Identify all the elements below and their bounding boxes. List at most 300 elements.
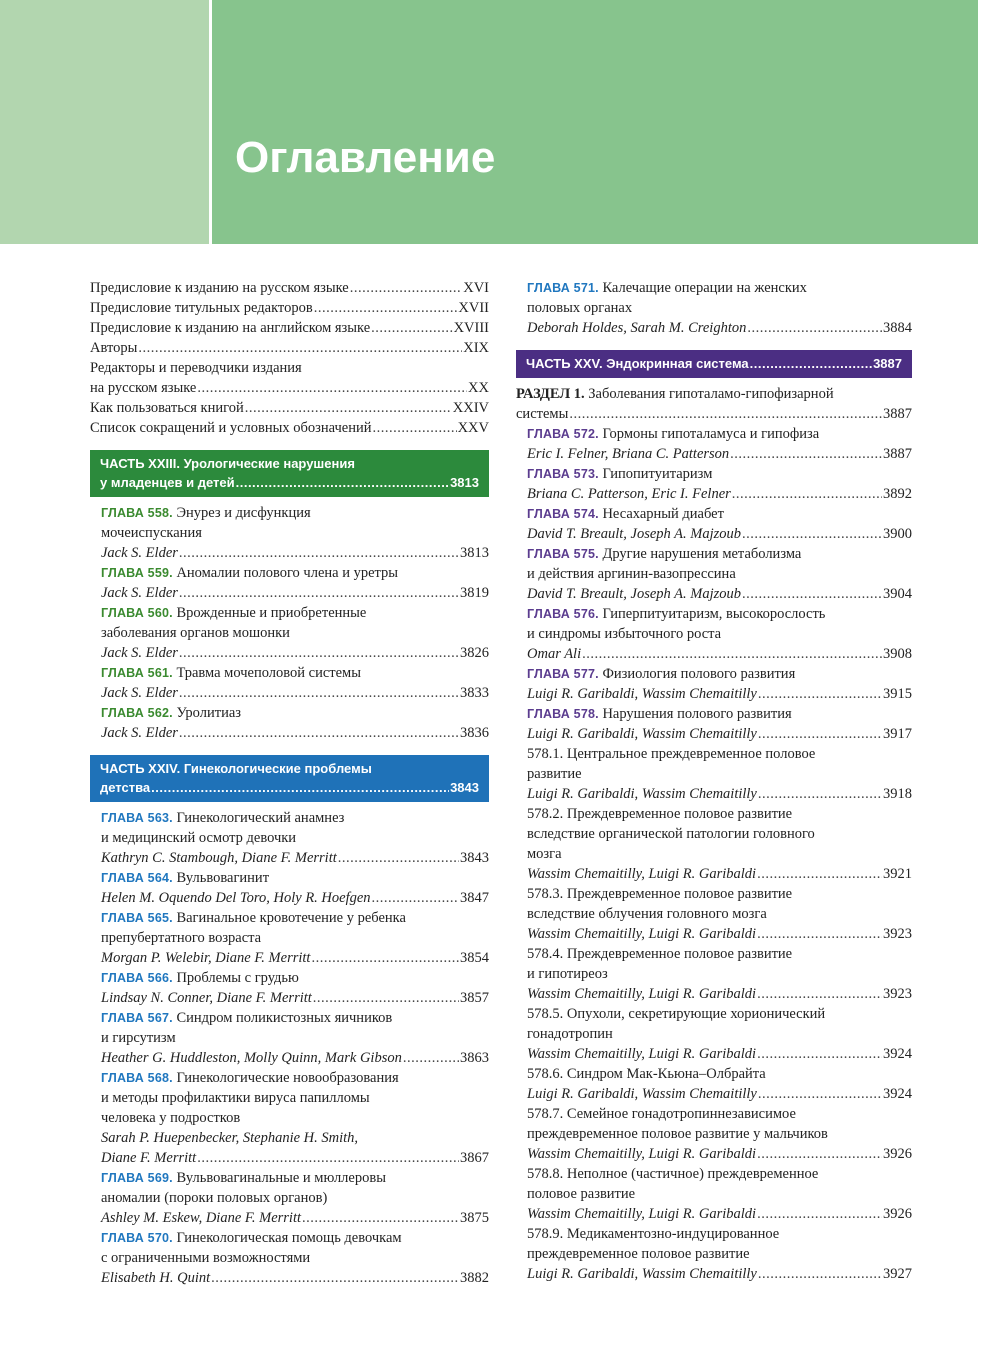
front-matter-list (90, 278, 489, 438)
toc-entry-line[interactable] (90, 643, 489, 663)
dot-leader (372, 418, 456, 438)
part-25-chapters (516, 424, 912, 744)
toc-entry-line[interactable] (90, 583, 489, 603)
razdel-label: РАЗДЕЛ 1. (516, 386, 585, 402)
dot-leader (197, 378, 467, 398)
spacer (90, 438, 489, 450)
toc-entry-line[interactable] (90, 298, 489, 318)
page-number: 3900 (883, 526, 912, 542)
part-25-subsections (516, 744, 912, 1284)
page-number: 3819 (460, 585, 489, 601)
page-number: XXV (457, 420, 489, 436)
chapter-title-line[interactable] (90, 1228, 489, 1248)
chapter-title: Гормоны гипоталамуса и гипофиза (602, 426, 820, 442)
dot-leader (757, 924, 882, 944)
toc-entry-line (516, 1124, 912, 1144)
page-number: 3921 (883, 866, 912, 882)
chapter-label: ГЛАВА 566. (101, 971, 173, 985)
toc-entry-line[interactable] (516, 684, 912, 704)
dot-leader (757, 1144, 882, 1164)
chapter-authors: Heather G. Huddleston, Molly Quinn, Mark Gibson (101, 1050, 402, 1066)
dot-leader (742, 524, 882, 544)
chapter-title-cont: мочеиспускания (101, 525, 202, 541)
toc-entry-line (516, 844, 912, 864)
chapter-title: Гинекологическая помощь девочкам (176, 1230, 402, 1246)
chapter-label: ГЛАВА 560. (101, 606, 173, 620)
dot-leader (138, 338, 462, 358)
dot-leader (758, 784, 882, 804)
part-label: ЧАСТЬ XXV. (526, 356, 603, 371)
toc-entry-line[interactable] (516, 984, 912, 1004)
front-matter-title: Авторы (90, 340, 138, 356)
toc-entry-line (516, 1104, 912, 1124)
chapter-title-cont: с ограниченными возможностями (101, 1250, 311, 1266)
chapter-label: ГЛАВА 569. (101, 1171, 173, 1185)
page-number: 3884 (883, 320, 912, 336)
page-number: 3875 (460, 1210, 489, 1226)
page-number: XVII (458, 300, 489, 316)
toc-entry-line[interactable] (516, 1144, 912, 1164)
razdel-title-text: Заболевания гипоталамо-гипофизарной (588, 386, 834, 402)
dot-leader (758, 1084, 882, 1104)
part-page: 3843 (450, 780, 479, 795)
chapter-label: ГЛАВА 567. (101, 1011, 173, 1025)
page-number: XVIII (453, 320, 489, 336)
toc-entry-line (516, 1224, 912, 1244)
subsection-authors: Luigi R. Garibaldi, Wassim Chemaitilly (527, 1266, 757, 1282)
toc-entry-line[interactable] (90, 948, 489, 968)
subsection-title-cont: вследствие органической патологии головного (527, 826, 815, 842)
page-number: 3918 (883, 786, 912, 802)
part-23-chapters (90, 503, 489, 743)
subsection-title: 578.2. Преждевременное половое развитие (527, 806, 793, 822)
toc-entry-line (90, 1248, 489, 1268)
chapter-title-line[interactable] (90, 663, 489, 683)
toc-entry-line[interactable] (516, 864, 912, 884)
razdel-title-text2: системы (516, 406, 569, 422)
dot-leader (758, 684, 882, 704)
subsection-title: 578.4. Преждевременное половое развитие (527, 946, 793, 962)
subsection-title-cont: мозга (527, 846, 562, 862)
chapter-title-line[interactable] (516, 664, 912, 684)
subsection-title: 578.3. Преждевременное половое развитие (527, 886, 793, 902)
toc-entry-line[interactable] (90, 888, 489, 908)
dot-leader (311, 948, 459, 968)
subsection-authors: Luigi R. Garibaldi, Wassim Chemaitilly (527, 1086, 757, 1102)
toc-entry-line (90, 828, 489, 848)
subsection-title-cont: вследствие облучения головного мозга (527, 906, 767, 922)
chapter-title: Гинекологический анамнез (176, 810, 345, 826)
toc-entry-line (516, 1004, 912, 1024)
chapter-title-cont: препубертатного возраста (101, 930, 262, 946)
chapter-title-line[interactable] (90, 603, 489, 623)
toc-entry-line (90, 1108, 489, 1128)
part-23-header[interactable] (90, 450, 489, 497)
part-title-cont: детства (100, 780, 151, 795)
razdel-title-cont[interactable] (516, 404, 912, 424)
toc-entry-line (516, 1024, 912, 1044)
toc-entry-line[interactable] (516, 444, 912, 464)
chapter-label: ГЛАВА 578. (527, 707, 599, 721)
toc-entry-line (90, 1128, 489, 1148)
page-number: 3926 (883, 1206, 912, 1222)
chapter-title-cont: и синдромы избыточного роста (527, 626, 722, 642)
part-label: ЧАСТЬ XXIV. (100, 761, 181, 776)
dot-leader (338, 848, 459, 868)
dot-leader (211, 1268, 459, 1288)
page-number: 3923 (883, 926, 912, 942)
toc-entry-line (516, 804, 912, 824)
header-banner (0, 0, 1000, 244)
chapter-title-line[interactable] (90, 1068, 489, 1088)
part-page: 3887 (873, 356, 902, 371)
subsection-title-cont: развитие (527, 766, 582, 782)
chapter-title: Аномалии полового члена и уретры (176, 565, 399, 581)
page-number: XX (468, 380, 489, 396)
toc-entry-line (90, 928, 489, 948)
toc-entry-line[interactable] (516, 484, 912, 504)
chapter-title: Проблемы с грудью (176, 970, 299, 986)
chapter-title: Вульвовагинит (176, 870, 270, 886)
page-number: XVI (463, 280, 489, 296)
toc-entry-line[interactable] (516, 1044, 912, 1064)
chapter-authors: Kathryn C. Stambough, Diane F. Merritt (101, 850, 337, 866)
chapter-title-line[interactable] (90, 1168, 489, 1188)
dot-leader (350, 278, 462, 298)
dot-leader (179, 543, 459, 563)
subsection-authors: Wassim Chemaitilly, Luigi R. Garibaldi (527, 1046, 757, 1062)
page-number: XXIV (452, 400, 489, 416)
part-24-header[interactable] (90, 755, 489, 802)
chapter-title-cont: и медицинский осмотр девочки (101, 830, 297, 846)
page-number: XIX (463, 340, 489, 356)
page-number: 3843 (460, 850, 489, 866)
chapter-authors: Lindsay N. Conner, Diane F. Merritt (101, 990, 312, 1006)
subsection-authors: Wassim Chemaitilly, Luigi R. Garibaldi (527, 866, 757, 882)
chapter-authors: Ashley M. Eskew, Diane F. Merritt (101, 1210, 302, 1226)
chapter-title: Несахарный диабет (602, 506, 724, 522)
chapter-label: ГЛАВА 574. (527, 507, 599, 521)
subsection-title-cont: половое развитие (527, 1186, 636, 1202)
chapter-label: ГЛАВА 565. (101, 911, 173, 925)
chapter-authors: Jack S. Elder (101, 685, 178, 701)
dot-leader (197, 1148, 459, 1168)
dot-leader (730, 444, 882, 464)
dot-leader (742, 584, 882, 604)
chapter-authors: Luigi R. Garibaldi, Wassim Chemaitilly (527, 686, 757, 702)
toc-right-column (516, 278, 912, 1284)
chapter-title: Калечащие операции на женских (602, 280, 807, 296)
page-title: Оглавление (235, 133, 496, 182)
part-title: Эндокринная система (606, 356, 749, 371)
toc-entry-line[interactable] (516, 318, 912, 338)
toc-entry-line (516, 744, 912, 764)
chapter-title-line[interactable] (516, 704, 912, 724)
dot-leader (757, 984, 882, 1004)
toc-entry-line[interactable] (90, 683, 489, 703)
subsection-authors: Luigi R. Garibaldi, Wassim Chemaitilly (527, 786, 757, 802)
toc-entry-line[interactable] (90, 543, 489, 563)
chapter-title-line[interactable] (90, 968, 489, 988)
subsection-title-cont: и гипотиреоз (527, 966, 608, 982)
chapter-571 (516, 278, 912, 338)
chapter-label: ГЛАВА 564. (101, 871, 173, 885)
dot-leader (179, 643, 459, 663)
chapter-authors: Eric I. Felner, Briana C. Patterson (527, 446, 730, 462)
toc-entry-line (516, 944, 912, 964)
page-number: 3826 (460, 645, 489, 661)
part-title: Урологические нарушения (183, 456, 355, 471)
header-band-left (0, 0, 209, 244)
page-number: 3924 (883, 1046, 912, 1062)
toc-entry-line (516, 824, 912, 844)
toc-entry-line (516, 624, 912, 644)
toc-entry-line (516, 1164, 912, 1184)
page-number: 3904 (883, 586, 912, 602)
toc-entry-line (516, 1184, 912, 1204)
toc-entry-line (90, 1028, 489, 1048)
page-number: 3833 (460, 685, 489, 701)
toc-entry-line (90, 1088, 489, 1108)
chapter-authors: Deborah Holdes, Sarah M. Creighton (527, 320, 747, 336)
subsection-title: 578.1. Центральное преждевременное половое (527, 746, 816, 762)
toc-entry-line[interactable] (90, 1148, 489, 1168)
page-number: 3882 (460, 1270, 489, 1286)
subsection-title: 578.7. Семейное гонадотропиннезависимое (527, 1106, 796, 1122)
chapter-authors: Luigi R. Garibaldi, Wassim Chemaitilly (527, 726, 757, 742)
chapter-title-line[interactable] (516, 464, 912, 484)
toc-entry-line[interactable] (516, 644, 912, 664)
toc-entry-line[interactable] (90, 338, 489, 358)
toc-entry-line[interactable] (90, 378, 489, 398)
chapter-title: Другие нарушения метаболизма (602, 546, 802, 562)
toc-entry-line[interactable] (90, 398, 489, 418)
chapter-authors: David T. Breault, Joseph A. Majzoub (527, 586, 741, 602)
chapter-title-cont: аномалии (пороки половых органов) (101, 1190, 328, 1206)
chapter-label: ГЛАВА 575. (527, 547, 599, 561)
page-number: 3813 (460, 545, 489, 561)
chapter-authors: Omar Ali (527, 646, 582, 662)
subsection-authors: Wassim Chemaitilly, Luigi R. Garibaldi (527, 1146, 757, 1162)
toc-entry-line[interactable] (90, 1208, 489, 1228)
chapter-title: Травма мочеполовой системы (176, 665, 361, 681)
toc-entry-line (90, 523, 489, 543)
page-number: 3867 (460, 1150, 489, 1166)
dot-leader (732, 484, 882, 504)
chapter-title-line[interactable] (516, 544, 912, 564)
razdel-title[interactable] (516, 384, 912, 404)
dot-leader (757, 1204, 882, 1224)
subsection-authors: Wassim Chemaitilly, Luigi R. Garibaldi (527, 1206, 757, 1222)
front-matter-title: Как пользоваться книгой (90, 400, 244, 416)
chapter-title-line[interactable] (516, 604, 912, 624)
dot-leader (403, 1048, 459, 1068)
dot-leader (314, 298, 458, 318)
chapter-title-cont: заболевания органов мошонки (101, 625, 290, 641)
chapter-title-line[interactable] (90, 908, 489, 928)
chapter-title: Гиперпитуитаризм, высокорослость (602, 606, 826, 622)
page-number: 3892 (883, 486, 912, 502)
toc-entry-line[interactable] (90, 318, 489, 338)
front-matter-title: на русском языке (90, 380, 197, 396)
chapter-authors: Sarah P. Huepenbecker, Stephanie H. Smith, (101, 1130, 359, 1146)
chapter-title-line[interactable] (516, 504, 912, 524)
chapter-title-line[interactable] (90, 808, 489, 828)
dot-leader (179, 583, 459, 603)
chapter-label: ГЛАВА 561. (101, 666, 173, 680)
chapter-title-cont: и методы профилактики вируса папилломы (101, 1090, 370, 1106)
chapter-authors: Jack S. Elder (101, 645, 178, 661)
chapter-title: Уролитиаз (176, 705, 241, 721)
chapter-authors: Jack S. Elder (101, 725, 178, 741)
dot-leader (758, 724, 882, 744)
part-25-header[interactable] (516, 350, 912, 378)
front-matter-title: Список сокращений и условных обозначений (90, 420, 372, 436)
chapter-title-cont: и гирсутизм (101, 1030, 176, 1046)
chapter-authors: Jack S. Elder (101, 585, 178, 601)
page-number: 3917 (883, 726, 912, 742)
part-title: Гинекологические проблемы (183, 761, 372, 776)
toc-entry-line (516, 1064, 912, 1084)
toc-entry-line[interactable] (516, 524, 912, 544)
chapter-title-line[interactable] (516, 278, 912, 298)
chapter-title-line[interactable] (90, 1008, 489, 1028)
dot-leader (372, 888, 459, 908)
toc-entry-line[interactable] (516, 584, 912, 604)
page-number: 3847 (460, 890, 489, 906)
page-number: 3924 (883, 1086, 912, 1102)
spacer (90, 743, 489, 755)
toc-entry-line[interactable] (516, 724, 912, 744)
toc-entry-line[interactable] (516, 1264, 912, 1284)
dot-leader (757, 864, 882, 884)
toc-left-column (90, 278, 489, 1288)
chapter-authors: David T. Breault, Joseph A. Majzoub (527, 526, 741, 542)
chapter-label: ГЛАВА 571. (527, 281, 599, 295)
front-matter-title: Предисловие к изданию на английском языке (90, 320, 371, 336)
chapter-title: Гипопитуитаризм (602, 466, 713, 482)
header-band-right (212, 0, 978, 244)
toc-entry-line (516, 904, 912, 924)
dot-leader (179, 723, 459, 743)
part-page: 3813 (450, 475, 479, 490)
front-matter-title: Предисловие к изданию на русском языке (90, 280, 349, 296)
dot-leader (757, 1044, 882, 1064)
chapter-title-cont: человека у подростков (101, 1110, 241, 1126)
chapter-label: ГЛАВА 563. (101, 811, 173, 825)
toc-entry-line[interactable] (516, 1084, 912, 1104)
chapter-label: ГЛАВА 558. (101, 506, 173, 520)
toc-entry-line[interactable] (90, 418, 489, 438)
chapter-title: Врожденные и приобретенные (176, 605, 367, 621)
toc-entry-line (90, 1188, 489, 1208)
toc-entry-line (516, 564, 912, 584)
chapter-title-line[interactable] (90, 703, 489, 723)
dot-leader (582, 644, 882, 664)
chapter-label: ГЛАВА 577. (527, 667, 599, 681)
chapter-label: ГЛАВА 570. (101, 1231, 173, 1245)
toc-entry-line[interactable] (90, 988, 489, 1008)
chapter-label: ГЛАВА 559. (101, 566, 173, 580)
dot-leader (179, 683, 459, 703)
dot-leader (758, 1264, 882, 1284)
toc-entry-line[interactable] (90, 278, 489, 298)
toc-entry-line (516, 764, 912, 784)
dot-leader (302, 1208, 459, 1228)
chapter-title-line[interactable] (90, 868, 489, 888)
razdel-page: 3887 (883, 406, 912, 422)
chapter-label: ГЛАВА 572. (527, 427, 599, 441)
page-number: 3923 (883, 986, 912, 1002)
page-number: 3887 (883, 446, 912, 462)
subsection-title: 578.6. Синдром Мак-Кьюна–Олбрайта (527, 1066, 766, 1082)
chapter-title: Нарушения полового развития (602, 706, 792, 722)
page-number: 3863 (460, 1050, 489, 1066)
toc-entry-line (90, 358, 489, 378)
part-title-cont: у младенцев и детей (100, 475, 235, 490)
chapter-title: Вагинальное кровотечение у ребенка (176, 910, 406, 926)
front-matter-title: Редакторы и переводчики издания (90, 360, 302, 376)
page-number: 3915 (883, 686, 912, 702)
toc-entry-line[interactable] (516, 1204, 912, 1224)
part-24-chapters (90, 808, 489, 1288)
toc-entry-line[interactable] (90, 723, 489, 743)
chapter-label: ГЛАВА 568. (101, 1071, 173, 1085)
subsection-title: 578.9. Медикаментозно-индуцированное (527, 1226, 780, 1242)
part-label: ЧАСТЬ XXIII. (100, 456, 180, 471)
chapter-authors: Helen M. Oquendo Del Toro, Holy R. Hoefgen (101, 890, 371, 906)
chapter-title: Гинекологические новообразования (176, 1070, 399, 1086)
chapter-title: Энурез и дисфункция (176, 505, 311, 521)
spacer (516, 338, 912, 350)
dot-leader (245, 398, 452, 418)
chapter-title: Физиология полового развития (602, 666, 796, 682)
subsection-authors: Wassim Chemaitilly, Luigi R. Garibaldi (527, 986, 757, 1002)
chapter-title-line[interactable] (90, 503, 489, 523)
chapter-title-cont: половых органах (527, 300, 633, 316)
page-number: 3836 (460, 725, 489, 741)
page-number: 3927 (883, 1266, 912, 1282)
page-number: 3926 (883, 1146, 912, 1162)
toc-entry-line (516, 298, 912, 318)
dot-leader (313, 988, 459, 1008)
chapter-title: Синдром поликистозных яичников (176, 1010, 393, 1026)
chapter-label: ГЛАВА 562. (101, 706, 173, 720)
front-matter-title: Предисловие титульных редакторов (90, 300, 313, 316)
toc-entry-line[interactable] (90, 848, 489, 868)
toc-entry-line[interactable] (516, 924, 912, 944)
dot-leader (747, 318, 882, 338)
subsection-title: 578.5. Опухоли, секретирующие хорионический (527, 1006, 826, 1022)
subsection-authors: Wassim Chemaitilly, Luigi R. Garibaldi (527, 926, 757, 942)
toc-entry-line[interactable] (90, 1048, 489, 1068)
subsection-title-cont: преждевременное половое развитие (527, 1246, 750, 1262)
page-number: 3908 (883, 646, 912, 662)
chapter-title: Вульвовагинальные и мюллеровы (176, 1170, 386, 1186)
chapter-title-line[interactable] (90, 563, 489, 583)
toc-entry-line (516, 1244, 912, 1264)
subsection-title-cont: преждевременное половое развитие у мальчиков (527, 1126, 828, 1142)
toc-entry-line[interactable] (516, 784, 912, 804)
page-number: 3854 (460, 950, 489, 966)
toc-entry-line (90, 623, 489, 643)
toc-entry-line[interactable] (90, 1268, 489, 1288)
chapter-authors: Morgan P. Welebir, Diane F. Merritt (101, 950, 311, 966)
toc-entry-line (516, 884, 912, 904)
subsection-title: 578.8. Неполное (частичное) преждевременное (527, 1166, 819, 1182)
toc-entry-line (516, 964, 912, 984)
chapter-title-line[interactable] (516, 424, 912, 444)
